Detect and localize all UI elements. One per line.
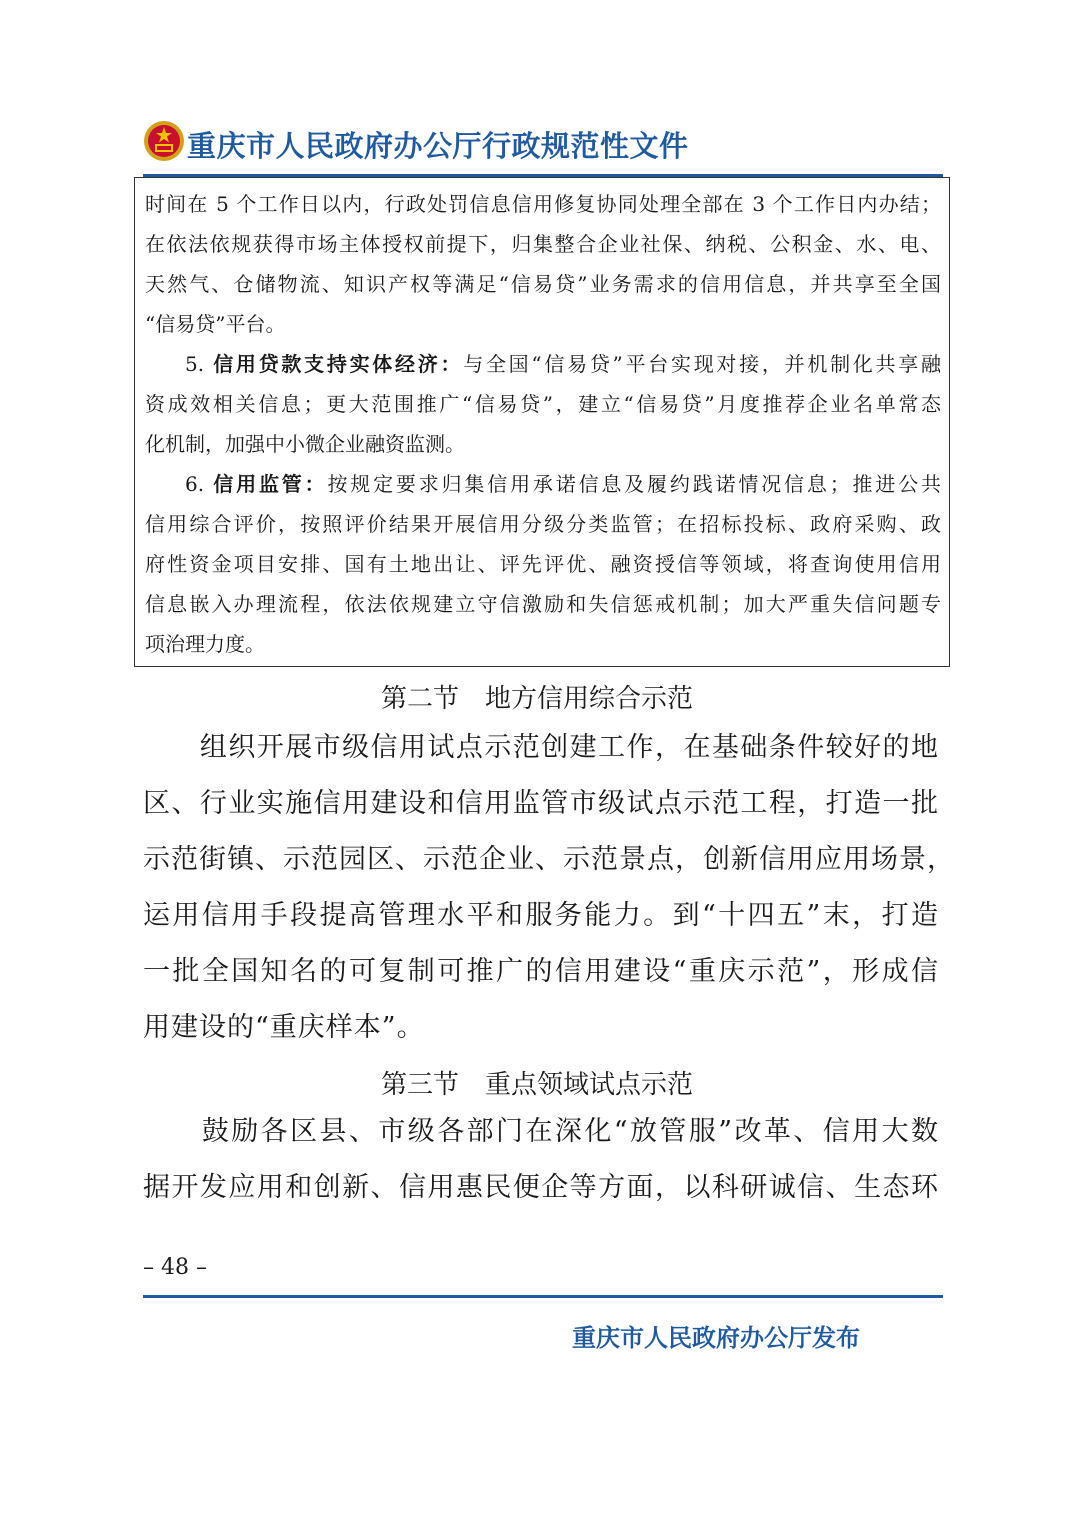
box-line: 在依法依规获得市场主体授权前提下，归集整合企业社保、纳税、公积金、水、电、 [145, 232, 941, 256]
box-line: 化机制，加强中小微企业融资监测。 [145, 432, 465, 456]
national-emblem-icon [143, 120, 185, 162]
item-5-label: 信用贷款支持实体经济： [213, 352, 464, 376]
section-2-heading: 第二节 地方信用综合示范 [380, 684, 693, 714]
item-5-text: 与全国“信易贷”平台实现对接，并机制化共享融 [463, 352, 942, 376]
item-6-text: 按规定要求归集信用承诺信息及履约践诺情况信息；推进公共 [327, 472, 942, 496]
paragraph-line: 一批全国知名的可复制可推广的信用建设“重庆示范”，形成信 [143, 956, 939, 987]
section-3-heading: 第三节 重点领域试点示范 [380, 1070, 693, 1100]
footer-divider [143, 1295, 943, 1298]
item-5-line [145, 344, 941, 384]
paragraph-line: 区、行业实施信用建设和信用监管市级试点示范工程，打造一批 [143, 788, 939, 819]
box-line: 信息嵌入办理流程，依法依规建立守信激励和失信惩戒机制；加大严重失信问题专 [145, 592, 941, 616]
box-line: 项治理力度。 [145, 632, 265, 656]
footer-publisher: 重庆市人民政府办公厅发布 [572, 1324, 860, 1352]
item-5-number: 5. [185, 352, 205, 376]
box-line: “信易贷”平台。 [145, 312, 286, 336]
paragraph-line: 组织开展市级信用试点示范创建工作，在基础条件较好的地 [143, 732, 939, 763]
item-6-number: 6. [185, 472, 205, 496]
paragraph-line: 据开发应用和创新、信用惠民便企等方面，以科研诚信、生态环 [143, 1172, 939, 1203]
header-title: 重庆市人民政府办公厅行政规范性文件 [187, 129, 689, 163]
box-line: 资成效相关信息；更大范围推广“信易贷”，建立“信易贷”月度推荐企业名单常态 [145, 392, 941, 416]
box-line: 信用综合评价，按照评价结果开展信用分级分类监管；在招标投标、政府采购、政 [145, 512, 941, 536]
item-6-line [145, 464, 941, 504]
paragraph-line: 鼓励各区县、市级各部门在深化“放管服”改革、信用大数 [143, 1116, 939, 1147]
paragraph-line: 运用信用手段提高管理水平和服务能力。到“十四五”末，打造 [143, 900, 939, 931]
box-line: 府性资金项目安排、国有土地出让、评先评优、融资授信等领域，将查询使用信用 [145, 552, 941, 576]
page-number: – 48 – [143, 1255, 207, 1280]
paragraph-line: 示范街镇、示范园区、示范企业、示范景点，创新信用应用场景， [143, 844, 955, 875]
document-header [143, 118, 943, 178]
item-6-label: 信用监管： [213, 472, 328, 496]
paragraph-line: 用建设的“重庆样本”。 [143, 1012, 425, 1043]
text-box [134, 177, 950, 667]
box-line: 天然气、仓储物流、知识产权等满足“信易贷”业务需求的信用信息，并共享至全国 [145, 272, 941, 296]
box-line: 时间在 5 个工作日以内，行政处罚信息信用修复协同处理全部在 3 个工作日内办结； [145, 192, 941, 216]
